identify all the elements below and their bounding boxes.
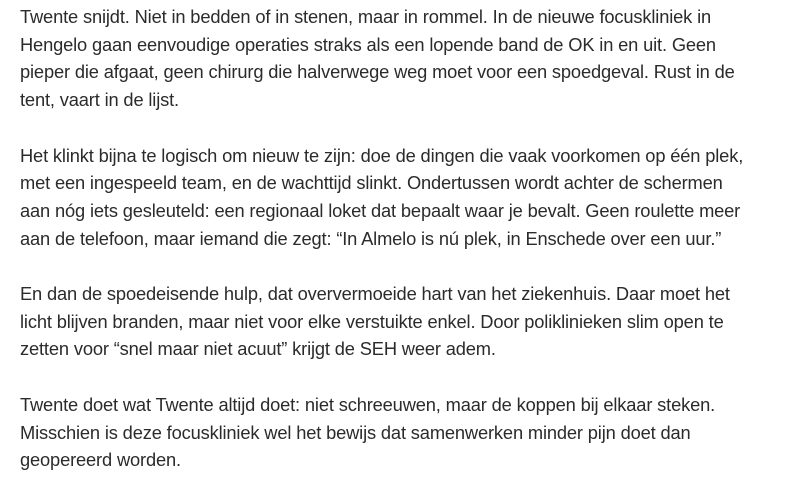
text-line: aan de telefoon, maar iemand die zegt: “In Almelo is nú plek, in Enschede over een uur.”: [20, 227, 722, 249]
text-line: met een ingespeeld team, en de wachttijd slinkt. Ondertussen wordt achter de schermen: [20, 172, 723, 194]
paragraph-3: [20, 280, 787, 363]
text-line: aan nóg iets gesleuteld: een regionaal loket dat bepaalt waar je bevalt. Geen roulette meer: [20, 199, 741, 221]
text-line: Hengelo gaan eenvoudige operaties straks als een lopende band de OK in en uit. Geen: [20, 33, 716, 55]
text-line: zetten voor “snel maar niet acuut” krijgt de SEH weer adem.: [20, 338, 496, 360]
text-line: tent, vaart in de lijst.: [20, 89, 179, 111]
paragraph-4: [20, 391, 787, 474]
text-line: geopereerd worden.: [20, 449, 181, 471]
text-line: Twente doet wat Twente altijd doet: niet schreeuwen, maar de koppen bij elkaar steken.: [20, 393, 716, 415]
text-line: Het klinkt bijna te logisch om nieuw te zijn: doe de dingen die vaak voorkomen op één plek,: [20, 144, 744, 166]
text-line: En dan de spoedeisende hulp, dat oververmoeide hart van het ziekenhuis. Daar moet het: [20, 283, 730, 304]
paragraph-1: [20, 3, 787, 114]
text-line: pieper die afgaat, geen chirurg die halverwege weg moet voor een spoedgeval. Rust in de: [20, 61, 735, 83]
text-line: Misschien is deze focuskliniek wel het bewijs dat samenwerken minder pijn doet dan: [20, 421, 691, 443]
text-line: licht blijven branden, maar niet voor elke verstuikte enkel. Door poliklinieken slim open te: [20, 310, 724, 332]
text-line: Twente snijdt. Niet in bedden of in stenen, maar in rommel. In de nieuwe focuskliniek in: [20, 6, 712, 27]
paragraph-2: [20, 142, 787, 253]
